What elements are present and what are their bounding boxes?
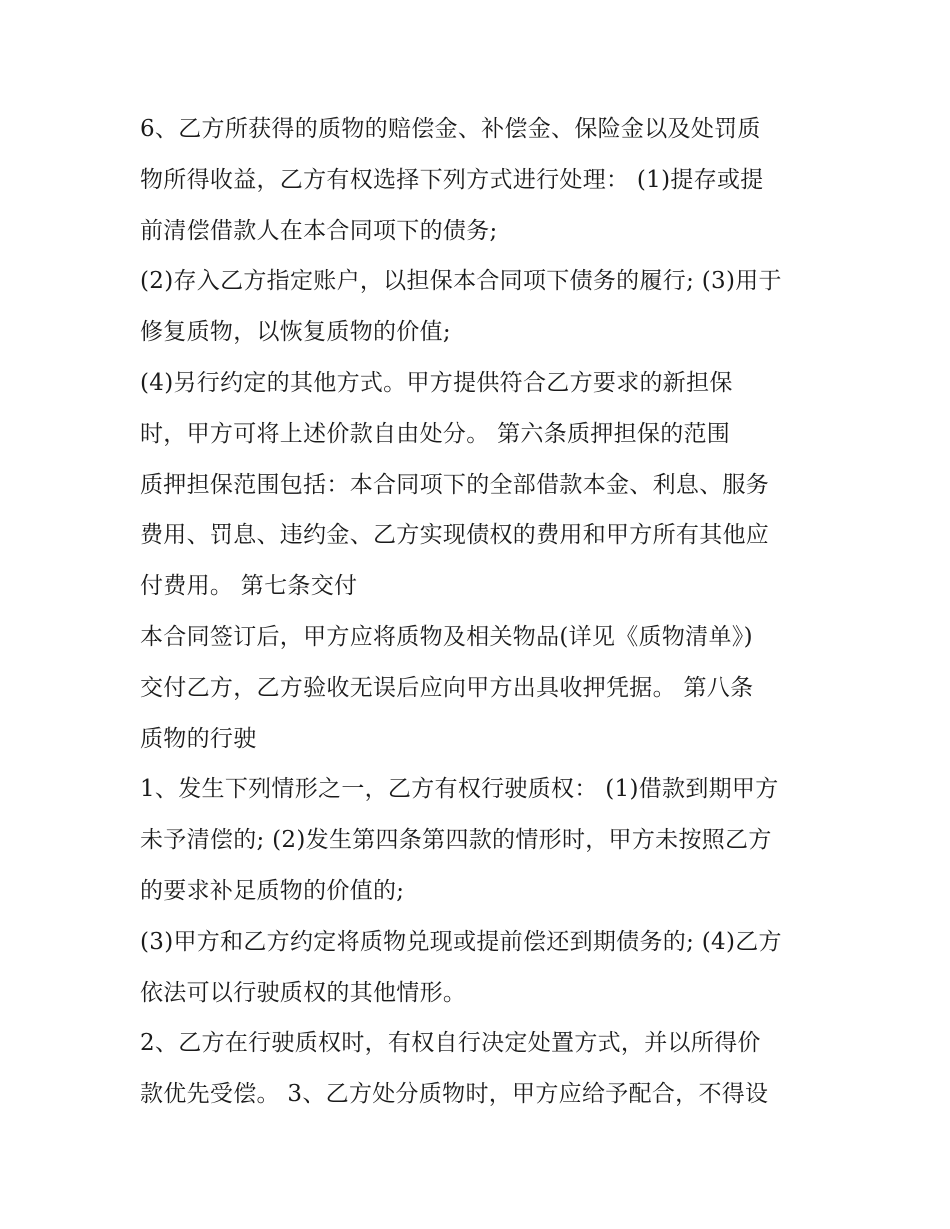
text-line: 时，甲方可将上述价款自由处分。 第六条质押担保的范围 xyxy=(140,420,731,447)
text-line: 依法可以行驶质权的其他情形。 xyxy=(140,979,467,1006)
text-line: (2)存入乙方指定账户，以担保本合同项下债务的履行; (3)用于 xyxy=(140,268,782,295)
text-line: (4)另行约定的其他方式。甲方提供符合乙方要求的新担保 xyxy=(140,369,733,396)
text-line: 1、发生下列情形之一，乙方有权行驶质权： (1)借款到期甲方 xyxy=(140,776,779,803)
document-body xyxy=(140,104,820,1120)
text-line: (3)甲方和乙方约定将质物兑现或提前偿还到期债务的; (4)乙方 xyxy=(140,928,782,955)
text-line: 费用、罚息、违约金、乙方实现债权的费用和甲方所有其他应 xyxy=(140,522,770,549)
text-line: 2、乙方在行驶质权时，有权自行决定处置方式，并以所得价 xyxy=(140,1030,761,1057)
text-line: 的要求补足质物的价值的; xyxy=(140,877,405,904)
text-line: 付费用。 第七条交付 xyxy=(140,573,358,600)
text-line: 质物的行驶 xyxy=(140,725,257,752)
text-line: 未予清偿的; (2)发生第四条第四款的情形时，甲方未按照乙方 xyxy=(140,827,772,854)
text-line: 交付乙方，乙方验收无误后应向甲方出具收押凭据。 第八条 xyxy=(140,674,754,701)
text-line: 款优先受偿。 3、乙方处分质物时，甲方应给予配合，不得设 xyxy=(140,1081,769,1108)
text-line: 前清偿借款人在本合同项下的债务; xyxy=(140,217,498,244)
text-line: 物所得收益，乙方有权选择下列方式进行处理： (1)提存或提 xyxy=(140,166,764,193)
text-line: 6、乙方所获得的质物的赔偿金、补偿金、保险金以及处罚质 xyxy=(140,116,761,142)
text-line: 质押担保范围包括：本合同项下的全部借款本金、利息、服务 xyxy=(140,471,770,498)
text-line: 修复质物，以恢复质物的价值; xyxy=(140,319,451,346)
text-line: 本合同签订后，甲方应将质物及相关物品(详见《质物清单》) xyxy=(140,623,753,650)
